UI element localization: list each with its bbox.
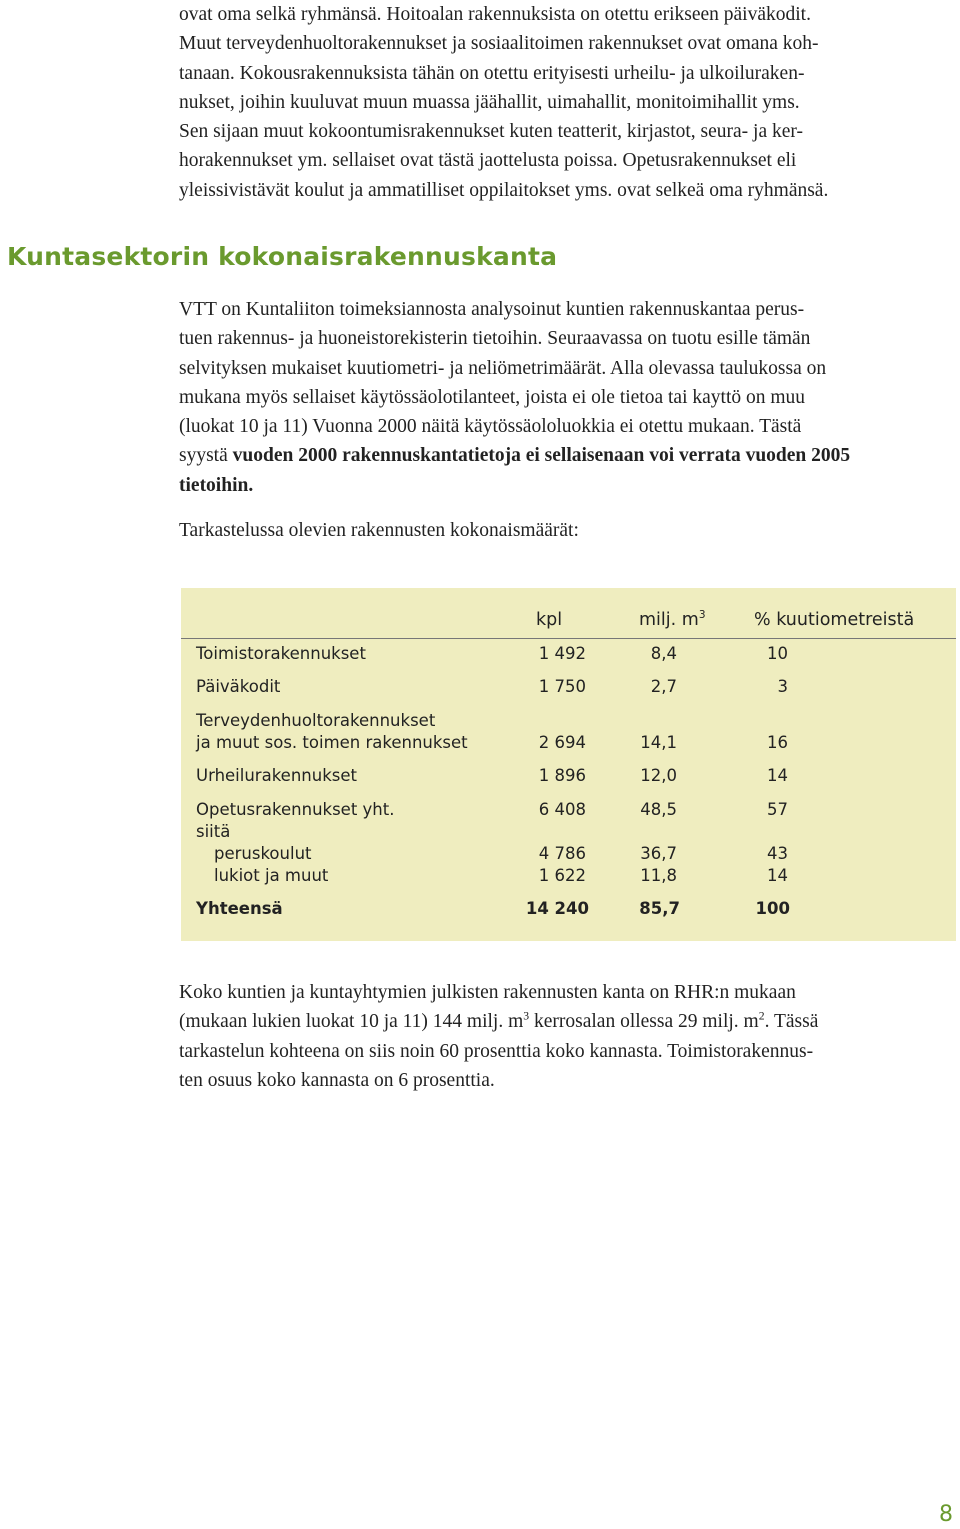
section-heading: Kuntasektorin kokonaisrakennuskanta xyxy=(7,242,558,271)
paragraph-line xyxy=(179,1007,954,1036)
paragraph-line: ten osuus koko kannasta on 6 prosenttia. xyxy=(179,1069,495,1091)
cell-pct: 14 xyxy=(767,766,788,785)
cell-pct: 14 xyxy=(767,866,788,885)
cell-milj: 36,7 xyxy=(640,844,677,863)
header-divider xyxy=(181,638,956,639)
cell-kpl: 6 408 xyxy=(538,800,586,819)
column-header-kpl: kpl xyxy=(536,610,563,630)
cell-pct: 16 xyxy=(767,733,788,752)
cell-kpl: 1 750 xyxy=(538,677,586,696)
row-label: Opetusrakennukset yht. xyxy=(196,800,395,819)
intro-line: nukset, joihin kuuluvat muun muassa jäähallit, uimahallit, monitoimihallit yms. xyxy=(179,91,800,113)
intro-paragraph xyxy=(179,0,954,205)
row-label-indented: peruskoulut xyxy=(214,844,312,863)
building-stock-table xyxy=(181,588,956,941)
emphasis-text: tietoihin. xyxy=(179,474,254,496)
column-header-pct: % kuutiometreistä xyxy=(754,610,915,630)
cell-pct: 10 xyxy=(767,644,788,663)
row-label: siitä xyxy=(196,822,231,841)
row-label-indented: lukiot ja muut xyxy=(214,866,329,885)
intro-line: tanaan. Kokousrakennuksista tähän on otettu erityisesti urheilu- ja ulkoiluraken- xyxy=(179,62,805,84)
paragraph-line: mukana myös sellaiset käytössäolotilanteet, joista ei ole tietoa tai kayttö on muu xyxy=(179,386,806,408)
analysis-paragraph xyxy=(179,295,954,500)
cell-milj: 8,4 xyxy=(650,644,677,663)
paragraph-line xyxy=(179,441,954,470)
paragraph-line: Koko kuntien ja kuntayhtymien julkisten rakennusten kanta on RHR:n mukaan xyxy=(179,982,796,1003)
row-label: Päiväkodit xyxy=(196,677,281,696)
total-pct: 100 xyxy=(755,899,790,918)
superscript: 3 xyxy=(523,1009,530,1023)
total-label: Yhteensä xyxy=(196,899,283,918)
closing-paragraph xyxy=(179,978,954,1095)
superscript: 3 xyxy=(698,609,706,622)
paragraph-line: (luokat 10 ja 11) Vuonna 2000 näitä käytössäololuokkia ei otettu mukaan. Tästä xyxy=(179,416,802,438)
column-header-milj-text: milj. m xyxy=(639,610,699,630)
cell-kpl: 1 492 xyxy=(538,644,586,663)
cell-kpl: 4 786 xyxy=(538,844,586,863)
superscript: 2 xyxy=(758,1009,765,1023)
paragraph-line: tarkastelun kohteena on siis noin 60 prosenttia koko kannasta. Toimistorakennus- xyxy=(179,1040,814,1062)
cell-kpl: 2 694 xyxy=(538,733,586,752)
paragraph-text: kerrosalan ollessa 29 milj. m xyxy=(529,1011,759,1033)
paragraph-text: . Tässä xyxy=(764,1011,819,1033)
paragraph-line: selvityksen mukaiset kuutiometri- ja neliömetrimäärät. Alla olevassa taulukossa on xyxy=(179,357,827,379)
cell-milj: 12,0 xyxy=(640,766,677,785)
row-label: Terveydenhuoltorakennukset xyxy=(196,711,436,730)
total-kpl: 14 240 xyxy=(525,899,589,918)
row-label-continued: ja muut sos. toimen rakennukset xyxy=(196,733,468,752)
row-label: Urheilurakennukset xyxy=(196,766,357,785)
cell-pct: 43 xyxy=(767,844,788,863)
intro-line: Sen sijaan muut kokoontumisrakennukset kuten teatterit, kirjastot, seura- ja ker- xyxy=(179,121,803,143)
intro-line: yleissivistävät koulut ja ammatilliset oppilaitokset yms. ovat selkeä oma ryhmänsä. xyxy=(179,179,829,201)
cell-kpl: 1 622 xyxy=(538,866,586,885)
cell-milj: 14,1 xyxy=(640,733,677,752)
paragraph-line: VTT on Kuntaliiton toimeksiannosta analysoinut kuntien rakennuskantaa perus- xyxy=(179,299,805,320)
cell-kpl: 1 896 xyxy=(538,766,586,785)
page-number: 8 xyxy=(939,1502,953,1527)
intro-line: Muut terveydenhuoltorakennukset ja sosiaalitoimen rakennukset ovat omana koh- xyxy=(179,33,819,55)
intro-line: ovat oma selkä ryhmänsä. Hoitoalan rakennuksista on otettu erikseen päiväkodit. xyxy=(179,4,811,25)
paragraph-line: tuen rakennus- ja huoneistorekisterin tietoihin. Seuraavassa on tuotu esille tämän xyxy=(179,328,811,350)
cell-pct: 57 xyxy=(767,800,788,819)
column-header-milj xyxy=(639,610,706,630)
emphasis-text: vuoden 2000 rakennuskantatietoja ei sellaisenaan voi verrata vuoden 2005 xyxy=(232,445,851,467)
cell-milj: 2,7 xyxy=(650,677,677,696)
cell-milj: 48,5 xyxy=(640,800,677,819)
paragraph-text: (mukaan lukien luokat 10 ja 11) 144 milj. m xyxy=(179,1011,524,1033)
intro-line: horakennukset ym. sellaiset ovat tästä jaottelusta poissa. Opetusrakennukset eli xyxy=(179,150,797,172)
total-milj: 85,7 xyxy=(639,899,680,918)
cell-milj: 11,8 xyxy=(640,866,677,885)
row-label: Toimistorakennukset xyxy=(196,644,366,663)
table-intro-text: Tarkastelussa olevien rakennusten kokonaismäärät: xyxy=(179,520,579,541)
paragraph-text: syystä xyxy=(179,445,233,467)
table-intro xyxy=(179,516,954,545)
cell-pct: 3 xyxy=(777,677,788,696)
